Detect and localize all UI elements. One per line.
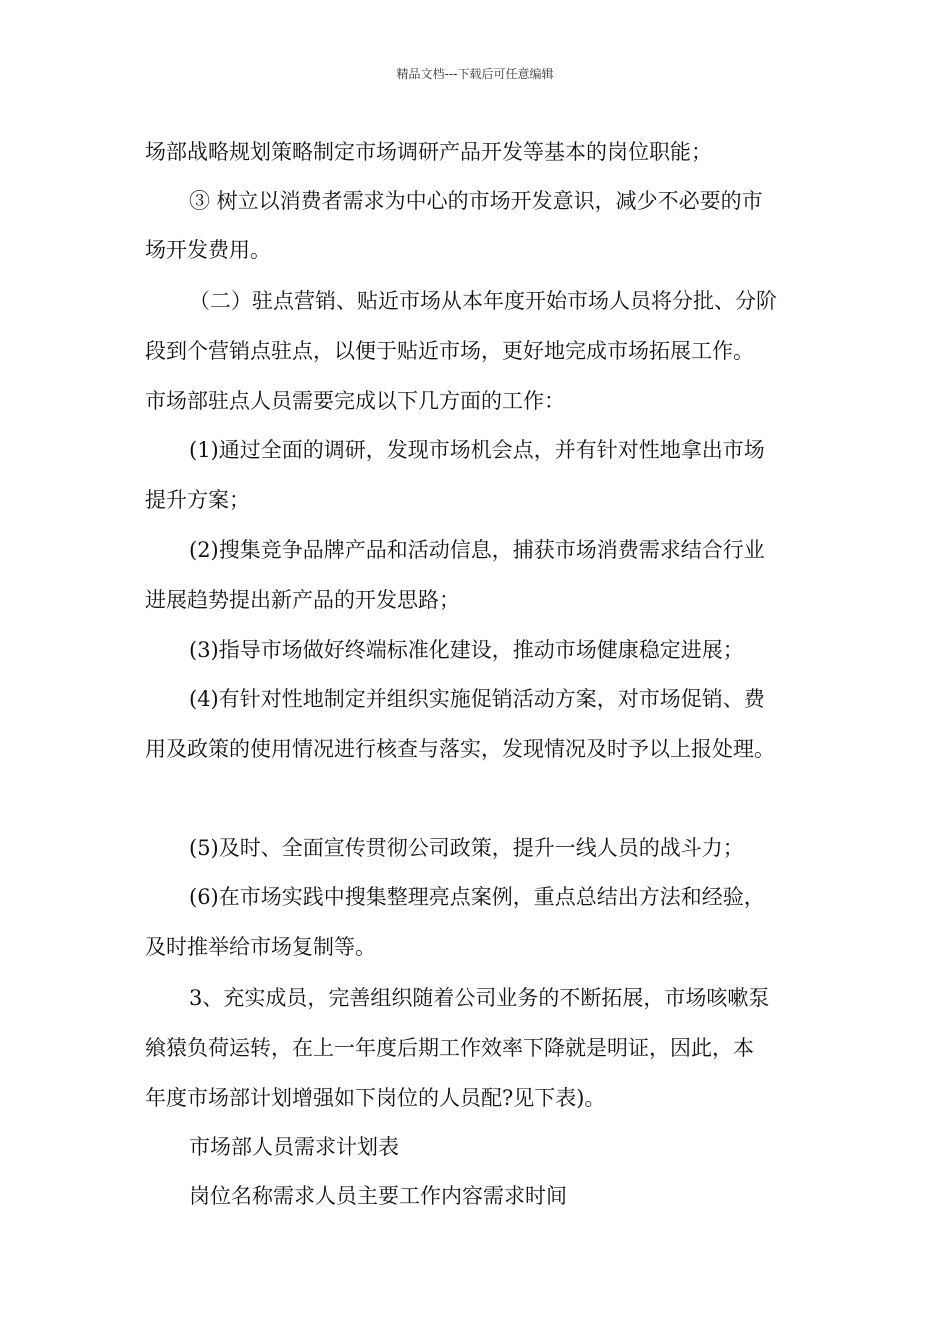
text-line: 用及政策的使用情况进行核查与落实，发现情况及时予以上报处理。 [145, 737, 775, 761]
text-line: ③ 树立以消费者需求为中心的市场开发意识，减少不必要的市 [189, 189, 763, 213]
text-line: 场开发费用。 [145, 238, 271, 262]
text-line: 场部战略规划策略制定市场调研产品开发等基本的岗位职能； [145, 140, 712, 164]
text-line: (3)指导市场做好终端标准化建设，推动市场健康稳定进展； [189, 638, 744, 662]
page-header: 精品文档---下载后可任意编辑 [396, 67, 554, 81]
text-line: 飨猿负荷运转，在上一年度后期工作效率下降就是明证，因此，本 [145, 1036, 754, 1060]
text-line: 及时推举给市场复制等。 [145, 935, 376, 959]
text-line: (6)在市场实践中搜集整理亮点案例，重点总结出方法和经验， [189, 885, 765, 909]
text-line: 提升方案； [145, 488, 250, 512]
text-line: 年度市场部计划增强如下岗位的人员配?见下表)。 [145, 1086, 606, 1110]
text-line: (1)通过全面的调研，发现市场机会点，并有针对性地拿出市场 [189, 438, 765, 462]
text-line: （二）驻点营销、贴近市场从本年度开始市场人员将分批、分阶 [189, 289, 777, 313]
text-line: (5)及时、全面宣传贯彻公司政策，提升一线人员的战斗力； [189, 836, 744, 860]
text-line: 段到个营销点驻点，以便于贴近市场，更好地完成市场拓展工作。 [145, 339, 754, 363]
text-line: 进展趋势提出新产品的开发思路； [145, 588, 460, 612]
text-line: (4)有针对性地制定并组织实施促销活动方案，对市场促销、费 [189, 687, 765, 711]
text-line: 3、充实成员，完善组织随着公司业务的不断拓展，市场咳嗽泵 [189, 986, 770, 1010]
text-line: (2)搜集竞争品牌产品和活动信息，捕获市场消费需求结合行业 [189, 538, 765, 562]
table-title: 市场部人员需求计划表 [189, 1135, 399, 1159]
table-header: 岗位名称需求人员主要工作内容需求时间 [189, 1184, 567, 1208]
text-line: 市场部驻点人员需要完成以下几方面的工作： [145, 389, 565, 413]
